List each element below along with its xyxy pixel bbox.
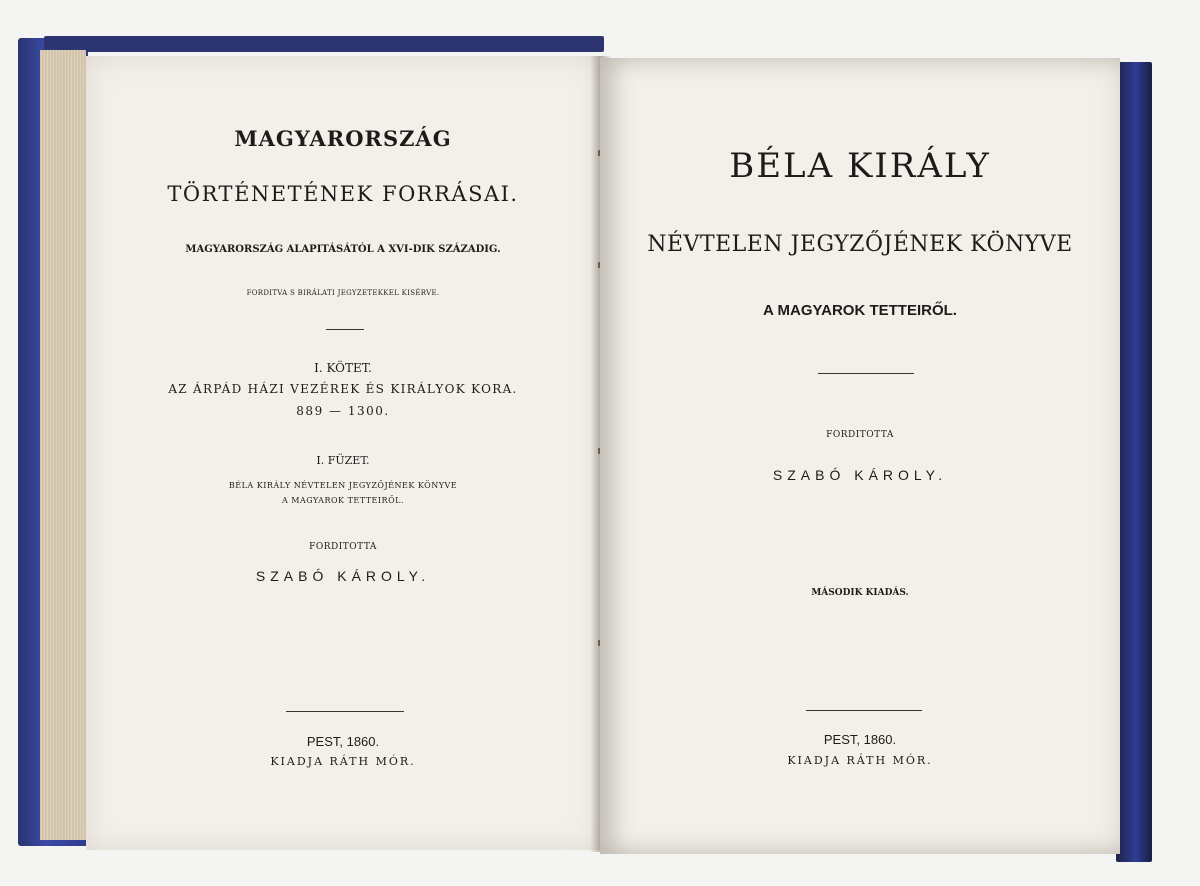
volume-label: I. KÖTET. <box>314 361 372 375</box>
book-cover-right <box>1116 62 1152 862</box>
book-title: BÉLA KIRÁLY <box>729 146 991 186</box>
place-year: PEST, 1860. <box>823 732 897 747</box>
page-edges <box>40 50 86 840</box>
issue-label: I. FÜZET. <box>316 454 370 467</box>
left-page <box>86 56 600 850</box>
series-subtitle: MAGYARORSZÁG ALAPITÁSÁTÓL A XVI-DIK SZÁZADIG. <box>185 244 501 255</box>
translator: SZABÓ KÁROLY. <box>255 568 431 584</box>
translator: SZABÓ KÁROLY. <box>772 467 948 483</box>
series-title-line1: MAGYARORSZÁG <box>234 126 452 151</box>
issue-line2: A MAGYAROK TETTEIRŐL. <box>281 496 404 505</box>
place-year: PEST, 1860. <box>306 734 380 749</box>
edition: MÁSODIK KIADÁS. <box>811 588 909 598</box>
publisher: KIADJA RÁTH MÓR. <box>787 754 933 767</box>
book-subtitle2: A MAGYAROK TETTEIRŐL. <box>763 302 957 319</box>
book-subtitle: NÉVTELEN JEGYZŐJÉNEK KÖNYVE <box>647 232 1073 257</box>
divider <box>326 329 364 330</box>
translated-by: FORDITOTTA <box>826 430 894 440</box>
divider <box>818 373 914 374</box>
issue-line1: BÉLA KIRÁLY NÉVTELEN JEGYZŐJÉNEK KÖNYVE <box>228 481 458 490</box>
series-note: FORDITVA S BIRÁLATI JEGYZETEKKEL KISÉRVE. <box>246 289 440 297</box>
volume-years: 889 — 1300. <box>296 404 390 418</box>
divider <box>806 710 922 711</box>
publisher: KIADJA RÁTH MÓR. <box>270 755 416 768</box>
series-title-line2: TÖRTÉNETÉNEK FORRÁSAI. <box>167 182 519 206</box>
volume-title: AZ ÁRPÁD HÁZI VEZÉREK ÉS KIRÁLYOK KORA. <box>168 382 518 396</box>
right-page <box>600 58 1120 854</box>
translated-by: FORDITOTTA <box>309 542 377 552</box>
divider <box>286 711 404 712</box>
book-cover-top <box>44 36 604 52</box>
